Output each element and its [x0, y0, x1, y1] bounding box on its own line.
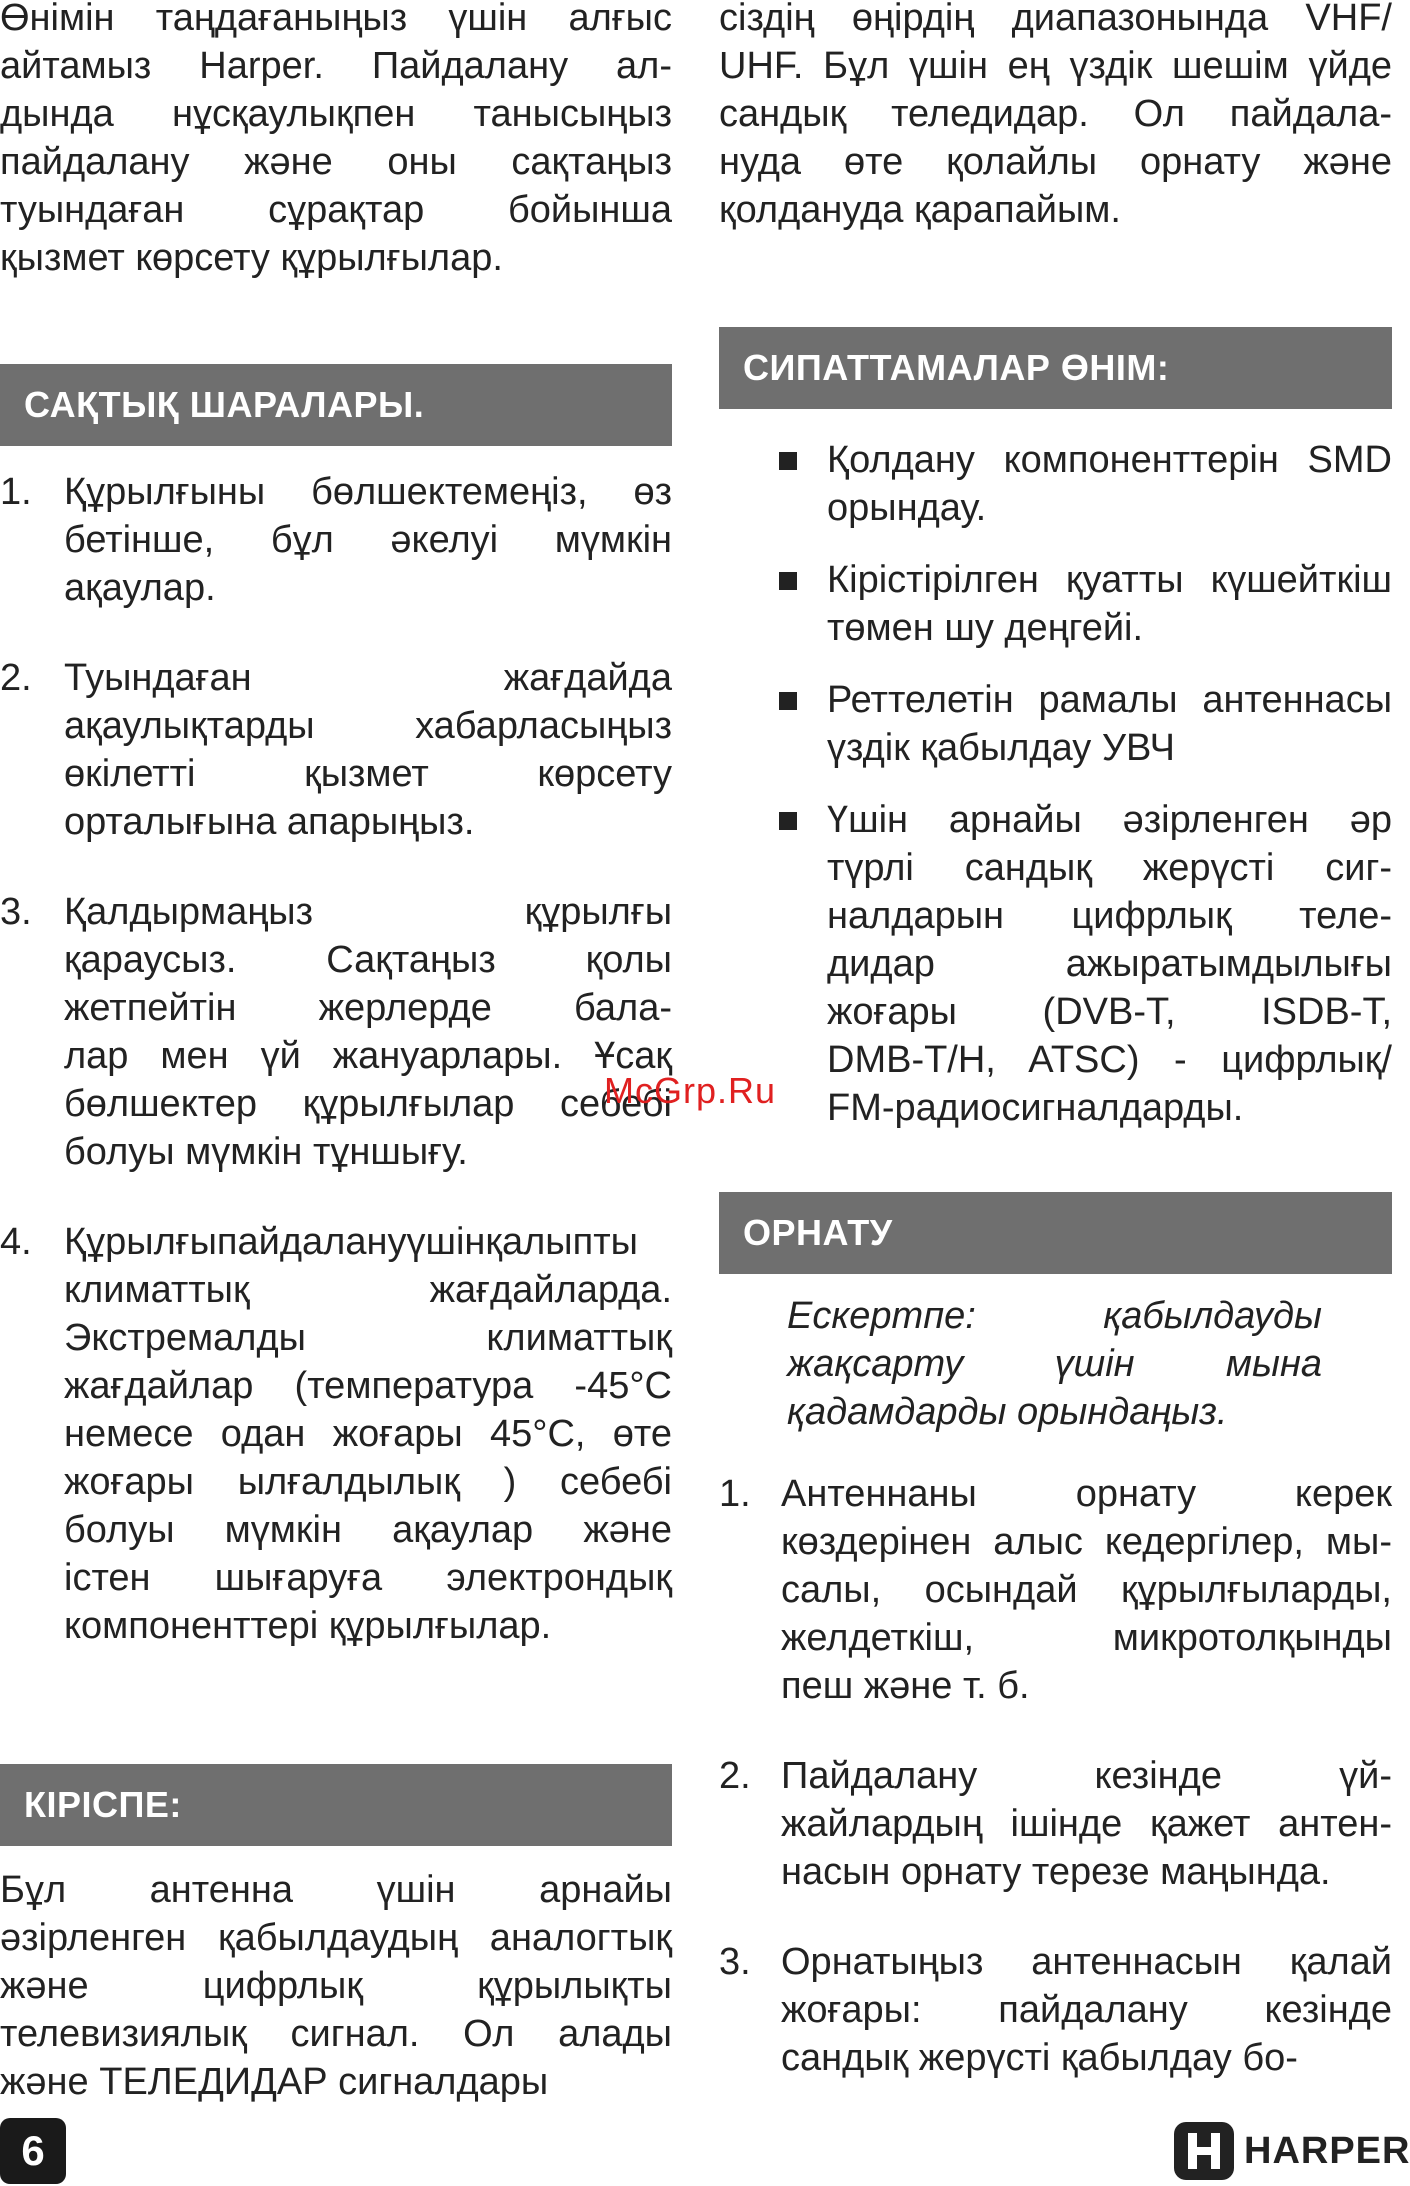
- item-number: 3.: [719, 1941, 751, 1983]
- text-line: ақаулар.: [64, 567, 216, 609]
- feature-text: [827, 436, 1392, 532]
- text-line: жоғары (DVB-T, ISDB-T,: [827, 991, 1392, 1033]
- text-line: әзірленген қабылдаудың аналогтық: [0, 1917, 672, 1959]
- text-line: болуы мүмкін тұншығу.: [64, 1131, 468, 1173]
- feature-item: [719, 796, 1392, 1132]
- feature-item: [719, 436, 1392, 532]
- intro-paragraph: [0, 0, 672, 282]
- item-number: 2.: [0, 657, 32, 699]
- text-line: айтамыз Harper. Пайдалану ал-: [0, 45, 672, 87]
- bullet-square-icon: [779, 452, 797, 470]
- item-text: [64, 1218, 672, 1650]
- text-line: істен шығаруға электрондық: [64, 1557, 672, 1599]
- text-line: қадамдарды орындаңыз.: [787, 1391, 1228, 1433]
- watermark: McGrp.Ru: [604, 1070, 777, 1111]
- harper-logo-icon: [1172, 2120, 1236, 2182]
- text-line: жайлардың ішінде қажет антен-: [781, 1803, 1392, 1845]
- text-line: Құрылғыпайдалануүшінқалыпты: [64, 1221, 638, 1263]
- text-line: Үшін арнайы әзірленген әр: [827, 799, 1392, 841]
- text-line: дидар ажыратымдылығы: [827, 943, 1392, 985]
- text-line: үздік қабылдау УВЧ: [827, 727, 1175, 769]
- text-line: Ескертпе: қабылдауды: [787, 1295, 1322, 1337]
- numbered-item: [719, 1752, 1392, 1896]
- text-line: түрлі сандық жерүсті сиг-: [827, 847, 1392, 889]
- text-line: көздерінен алыс кедергілер, мы-: [781, 1521, 1392, 1563]
- text-line: сіздің өңірдің диапазонында VHF/: [719, 0, 1392, 39]
- text-line: Өнімін таңдағаныңыз үшін алғыс: [0, 0, 672, 39]
- bullet-square-icon: [779, 692, 797, 710]
- text-line: насын орнату терезе маңында.: [781, 1851, 1331, 1893]
- introduction-paragraph: [0, 1866, 672, 2106]
- text-line: орындау.: [827, 487, 987, 529]
- text-line: пеш және т. б.: [781, 1665, 1030, 1707]
- text-line: қолдануда қарапайым.: [719, 189, 1121, 231]
- text-line: жоғары ылғалдылық ) себебі: [64, 1461, 672, 1503]
- text-line: налдарын цифрлық теле-: [827, 895, 1392, 937]
- text-line: қараусыз. Сақтаңыз қолы: [64, 939, 672, 981]
- item-number: 3.: [0, 891, 32, 933]
- text-line: лар мен үй жануарлары. Ұсақ: [64, 1035, 672, 1077]
- item-number: 4.: [0, 1221, 32, 1263]
- text-line: Бұл антенна үшін арнайы: [0, 1869, 672, 1911]
- text-line: желдеткіш, микротолқынды: [781, 1617, 1392, 1659]
- item-number: 1.: [719, 1473, 751, 1515]
- features-list: [719, 436, 1392, 1156]
- numbered-item: [0, 654, 672, 846]
- text-line: және ТЕЛЕДИДАР сигналдары: [0, 2061, 549, 2103]
- text-line: Қолдану компоненттерін SMD: [827, 439, 1392, 481]
- text-line: немесе одан жоғары 45°C, өте: [64, 1413, 672, 1455]
- text-line: Құрылғыны бөлшектемеңіз, өз: [64, 471, 672, 513]
- bullet-square-icon: [779, 572, 797, 590]
- text-line: жетпейтін жерлерде бала-: [64, 987, 672, 1029]
- installation-list: [719, 1470, 1392, 2082]
- text-line: сандық теледидар. Ол пайдала-: [719, 93, 1392, 135]
- intro-continued-paragraph: [719, 0, 1392, 234]
- text-line: салы, осындай құрылғыларды,: [781, 1569, 1392, 1611]
- features-header: СИПАТТАМАЛАР ӨНІМ:: [719, 327, 1392, 409]
- text-line: өкілетті қызмет көрсету: [64, 753, 672, 795]
- text-line: Туындаған жағдайда: [64, 657, 672, 699]
- text-line: Орнатыңыз антеннасын қалай: [781, 1941, 1392, 1983]
- text-line: климаттық жағдайларда.: [64, 1269, 672, 1311]
- text-line: Пайдалану кезінде үй-: [781, 1755, 1392, 1797]
- introduction-header: КІРІСПЕ:: [0, 1764, 672, 1846]
- safety-list: [0, 468, 672, 1650]
- text-line: DMB-T/H, ATSC) - цифрлық/: [827, 1039, 1392, 1081]
- text-line: жоғары: пайдалану кезінде: [781, 1989, 1392, 2031]
- feature-item: [719, 556, 1392, 652]
- logo-text: HARPER: [1244, 2129, 1410, 2172]
- text-line: UHF. Бұл үшін ең үздік шешім үйде: [719, 45, 1392, 87]
- text-line: қызмет көрсету құрылғылар.: [0, 237, 503, 279]
- text-line: FM-радиосигналдарды.: [827, 1087, 1244, 1129]
- text-line: Антеннаны орнату керек: [781, 1473, 1392, 1515]
- item-text: [64, 654, 672, 846]
- text-line: Экстремалды климаттық: [64, 1317, 672, 1359]
- text-line: нуда өте қолайлы орнату және: [719, 141, 1392, 183]
- item-text: [64, 888, 672, 1176]
- numbered-item: [0, 1218, 672, 1650]
- page-number: 6: [0, 2118, 66, 2184]
- text-line: телевизиялық сигнал. Ол алады: [0, 2013, 672, 2055]
- installation-note: [787, 1292, 1322, 1436]
- text-line: дында нұсқаулықпен танысыңыз: [0, 93, 672, 135]
- numbered-item: [719, 1470, 1392, 1710]
- item-text: [64, 468, 672, 612]
- installation-header: ОРНАТУ: [719, 1192, 1392, 1274]
- text-line: Қалдырмаңыз құрылғы: [64, 891, 672, 933]
- text-line: туындаған сұрақтар бойынша: [0, 189, 672, 231]
- numbered-item: [719, 1938, 1392, 2082]
- text-line: жағдайлар (температура -45°C: [64, 1365, 672, 1407]
- text-line: Кірістірілген қуатты күшейткіш: [827, 559, 1392, 601]
- text-line: сандық жерүсті қабылдау бо-: [781, 2037, 1298, 2079]
- text-line: компоненттері құрылғылар.: [64, 1605, 552, 1647]
- item-number: 1.: [0, 471, 32, 513]
- text-line: болуы мүмкін ақаулар және: [64, 1509, 672, 1551]
- numbered-item: [0, 468, 672, 612]
- text-line: орталығына апарыңыз.: [64, 801, 475, 843]
- item-number: 2.: [719, 1755, 751, 1797]
- right-column: [719, 0, 1392, 2079]
- bullet-square-icon: [779, 812, 797, 830]
- feature-text: [827, 556, 1392, 652]
- safety-header: САҚТЫҚ ШАРАЛАРЫ.: [0, 364, 672, 446]
- feature-item: [719, 676, 1392, 772]
- left-column: [0, 0, 672, 2103]
- feature-text: [827, 796, 1392, 1132]
- text-line: бөлшектер құрылғылар себебі: [64, 1083, 672, 1125]
- text-line: және цифрлық құрылықты: [0, 1965, 672, 2007]
- numbered-item: [0, 888, 672, 1176]
- feature-text: [827, 676, 1392, 772]
- item-text: [781, 1470, 1392, 1710]
- text-line: бетінше, бұл әкелуі мүмкін: [64, 519, 672, 561]
- harper-logo: [1172, 2120, 1410, 2182]
- text-line: жақсарту үшін мына: [787, 1343, 1322, 1385]
- text-line: пайдалану және оны сақтаңыз: [0, 141, 672, 183]
- text-line: Реттелетін рамалы антеннасы: [827, 679, 1392, 721]
- text-line: ақаулықтарды хабарласыңыз: [64, 705, 672, 747]
- text-line: төмен шу деңгейі.: [827, 607, 1144, 649]
- item-text: [781, 1752, 1392, 1896]
- item-text: [781, 1938, 1392, 2082]
